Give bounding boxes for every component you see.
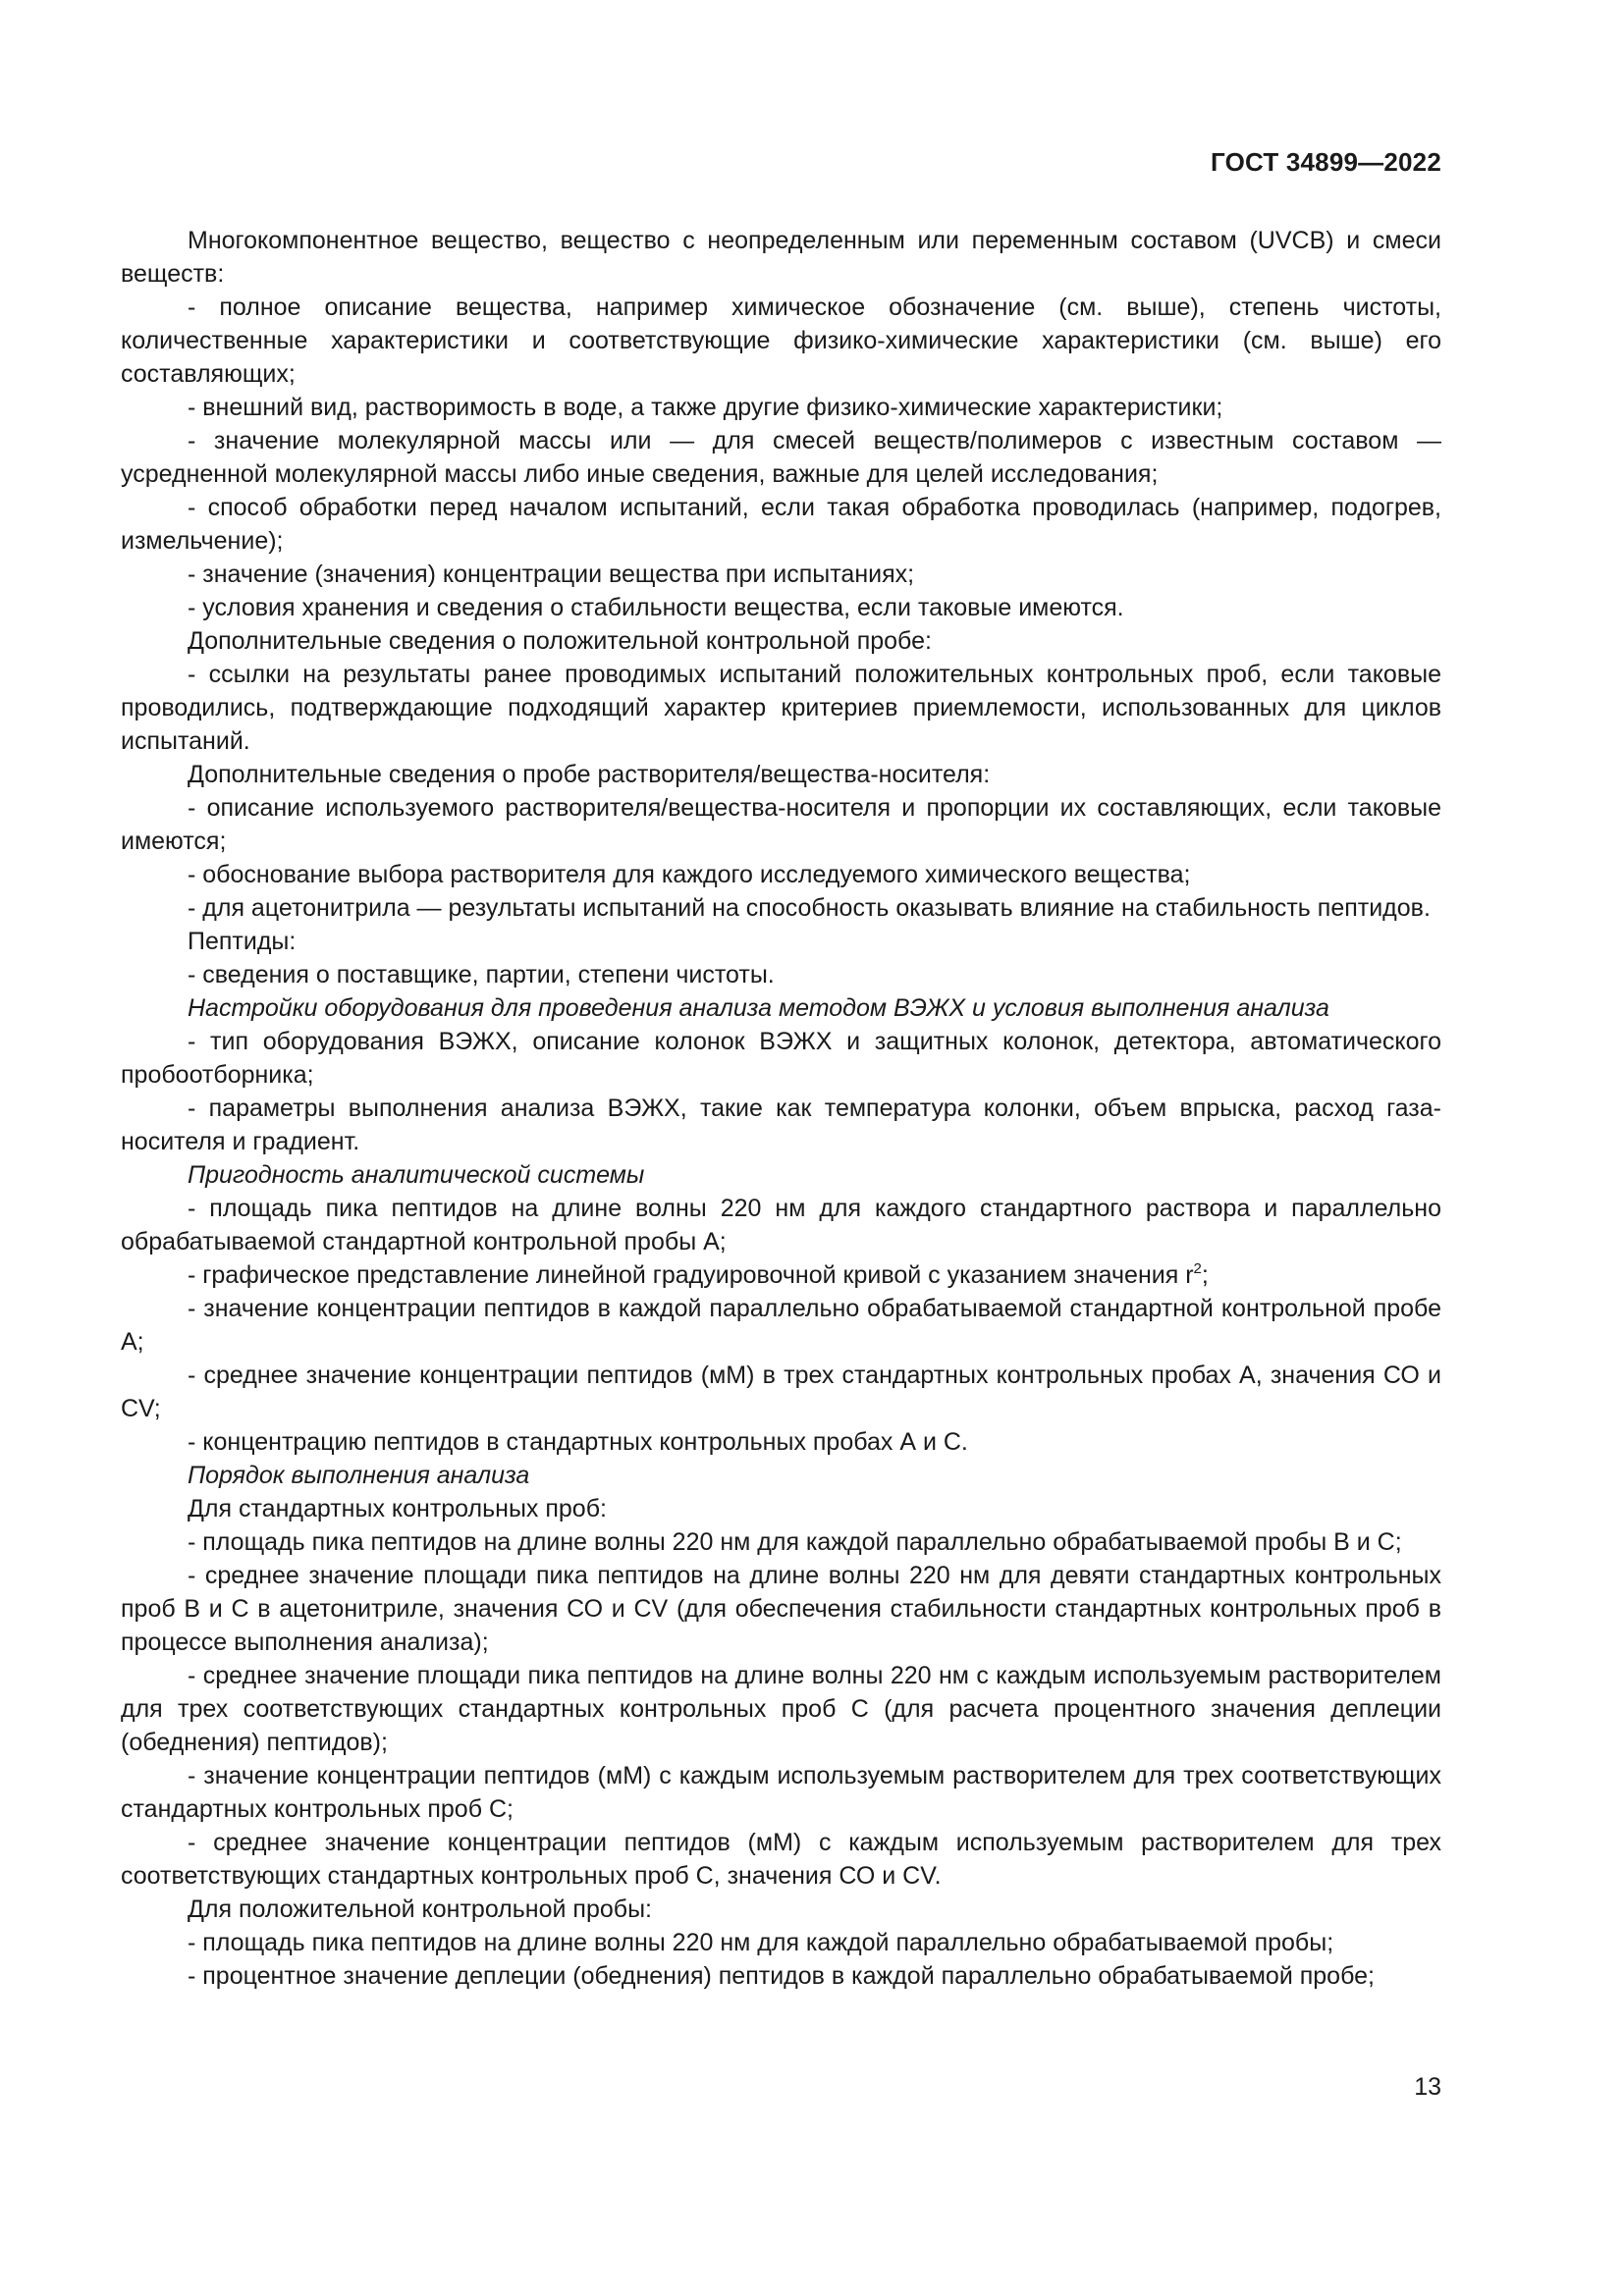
list-item: - обоснование выбора растворителя для каждого исследуемого химического вещества; (188, 861, 1191, 888)
list-item: - среднее значение площади пика пептидов на длине волны 220 нм с каждым используемым растворителем для трех соответствующих стандартных контрольных проб С (для расчета процентного значения деплеции (обеднения) пептидов); (121, 1662, 1441, 1756)
paragraph: Пептиды: (188, 928, 297, 955)
list-item: - среднее значение концентрации пептидов (мМ) с каждым используемым растворителем для трех соответствующих стандартных контрольных проб С, значения СО и CV. (121, 1829, 1441, 1890)
page-number: 13 (1414, 2073, 1441, 2101)
list-item: - сведения о поставщике, партии, степени чистоты. (188, 961, 775, 988)
paragraph: Для положительной контрольной пробы: (188, 1896, 652, 1923)
section-heading-hplc-settings: Настройки оборудования для проведения анализа методом ВЭЖХ и условия выполнения анализа (188, 994, 1329, 1022)
list-item: - ссылки на результаты ранее проводимых испытаний положительных контрольных проб, если таковые проводились, подтверждающие подходящий характер критериев приемлемости, использованных для циклов испытаний. (121, 661, 1441, 755)
list-item: - условия хранения и сведения о стабильности вещества, если таковые имеются. (188, 594, 1124, 621)
document-header-standard: ГОСТ 34899—2022 (1211, 147, 1441, 177)
paragraph: Многокомпонентное вещество, вещество с неопределенным или переменным составом (UVCB) и смеси веществ: (121, 227, 1441, 288)
list-item: - площадь пика пептидов на длине волны 220 нм для каждого стандартного раствора и параллельно обрабатываемой стандартной контрольной пробы А; (121, 1195, 1441, 1255)
list-item: - значение (значения) концентрации вещества при испытаниях; (188, 561, 915, 588)
list-item: - внешний вид, растворимость в воде, а также другие физико-химические характеристики; (188, 394, 1223, 421)
list-item: - параметры выполнения анализа ВЭЖХ, такие как температура колонки, объем впрыска, расход газа-носителя и градиент. (121, 1095, 1441, 1155)
list-item: - описание используемого растворителя/вещества-носителя и пропорции их составляющих, если таковые имеются; (121, 794, 1441, 855)
list-item: - площадь пика пептидов на длине волны 220 нм для каждой параллельно обрабатываемой пробы; (188, 1929, 1334, 1956)
list-item: - среднее значение площади пика пептидов на длине волны 220 нм для девяти стандартных контрольных проб В и С в ацетонитриле, значения СО и CV (для обеспечения стабильности стандартных контрольных проб в процессе выполнения анализа); (121, 1562, 1441, 1656)
list-item: - полное описание вещества, например химическое обозначение (см. выше), степень чистоты, количественные характеристики и соответствующие физико-химические характеристики (см. выше) его составляющих; (121, 294, 1441, 388)
list-item: - для ацетонитрила — результаты испытаний на способность оказывать влияние на стабильность пептидов. (188, 894, 1431, 922)
list-item: - среднее значение концентрации пептидов (мМ) в трех стандартных контрольных пробах А, значения СО и CV; (121, 1362, 1441, 1422)
list-item: - концентрацию пептидов в стандартных контрольных пробах А и С. (188, 1428, 968, 1456)
section-heading-procedure: Порядок выполнения анализа (188, 1462, 530, 1489)
list-item: - значение концентрации пептидов (мМ) с каждым используемым растворителем для трех соответствующих стандартных контрольных проб С; (121, 1762, 1441, 1823)
list-item-text: - графическое представление линейной градуировочной кривой с указанием значения r (188, 1261, 1194, 1289)
document-body (121, 224, 1441, 1993)
list-item: - процентное значение деплеции (обеднения) пептидов в каждой параллельно обрабатываемой пробе; (188, 1962, 1375, 1990)
list-item-calibration-curve (121, 1258, 1441, 1292)
list-item: - тип оборудования ВЭЖХ, описание колонок ВЭЖХ и защитных колонок, детектора, автоматического пробоотборника; (121, 1028, 1441, 1089)
list-item: - способ обработки перед началом испытаний, если такая обработка проводилась (например, подогрев, измельчение); (121, 494, 1441, 555)
paragraph: Дополнительные сведения о положительной контрольной пробе: (188, 627, 932, 655)
punctuation: ; (1201, 1261, 1209, 1289)
list-item: - значение концентрации пептидов в каждой параллельно обрабатываемой стандартной контрольной пробе А; (121, 1295, 1441, 1356)
section-heading-system-suitability: Пригодность аналитической системы (188, 1161, 645, 1189)
paragraph: Дополнительные сведения о пробе растворителя/вещества-носителя: (188, 761, 991, 788)
paragraph: Для стандартных контрольных проб: (188, 1495, 607, 1522)
list-item: - значение молекулярной массы или — для смесей веществ/полимеров с известным составом — усредненной молекулярной массы либо иные сведения, важные для целей исследования; (121, 427, 1441, 488)
list-item: - площадь пика пептидов на длине волны 220 нм для каждой параллельно обрабатываемой пробы В и С; (188, 1528, 1402, 1556)
superscript-exponent: 2 (1193, 1260, 1202, 1277)
